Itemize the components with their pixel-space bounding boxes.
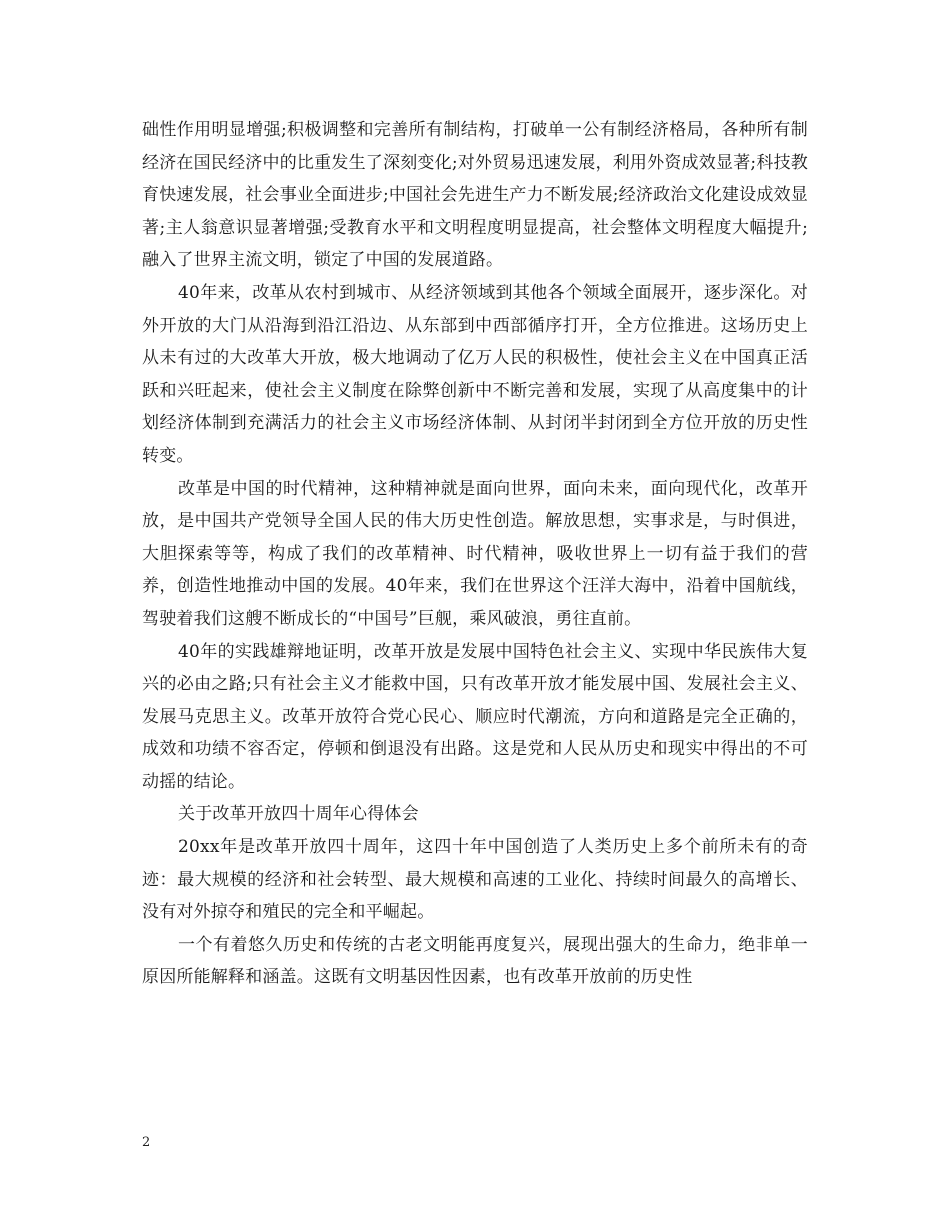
paragraph-civilization: 一个有着悠久历史和传统的古老文明能再度复兴，展现出强大的生命力，绝非单一原因所能解释和涵盖。这既有文明基因性因素，也有改革开放前的历史性 <box>142 934 808 988</box>
paragraph-era-spirit: 改革是中国的时代精神，这种精神就是面向世界，面向未来，面向现代化，改革开放，是中国共产党领导全国人民的伟大历史性创造。解放思想，实事求是，与时俱进，大胆探索等等，构成了我们的改革精神、时代精神，吸收世界上一切有益于我们的营养，创造性地推动中国的发展。40年来，我们在世界这个汪洋大海中，沿着中国航线，驾驶着我们这艘不断成长的“中国号”巨舰，乘风破浪，勇往直前。 <box>142 478 808 629</box>
paragraph-reform-40-years: 40年来，改革从农村到城市、从经济领域到其他各个领域全面展开，逐步深化。对外开放的大门从沿海到沿江沿边、从东部到中西部循序打开，全方位推进。这场历史上从未有过的大改革大开放，极大地调动了亿万人民的积极性，使社会主义在中国真正活跃和兴旺起来，使社会主义制度在除弊创新中不断完善和发展，实现了从高度集中的计划经济体制到充满活力的社会主义市场经济体制、从封闭半封闭到全方位开放的历史性转变。 <box>142 282 808 466</box>
section-heading: 关于改革开放四十周年心得体会 <box>178 804 419 825</box>
paragraph-continuation: 础性作用明显增强;积极调整和完善所有制结构，打破单一公有制经济格局，各种所有制经济在国民经济中的比重发生了深刻变化;对外贸易迅速发展，利用外资成效显著;科技教育快速发展，社会事业全面进步;中国社会先进生产力不断发展;经济政治文化建设成效显著;主人翁意识显著增强;受教育水平和文明程度明显提高，社会整体文明程度大幅提升;融入了世界主流文明，锁定了中国的发展道路。 <box>142 120 808 271</box>
page-number: 2 <box>142 1135 151 1150</box>
paragraph-practice-proves: 40年的实践雄辩地证明，改革开放是发展中国特色社会主义、实现中华民族伟大复兴的必由之路;只有社会主义才能救中国，只有改革开放才能发展中国、发展社会主义、发展马克思主义。改革开放符合党心民心、顺应时代潮流，方向和道路是完全正确的，成效和功绩不容否定，停顿和倒退没有出路。这是党和人民从历史和现实中得出的不可动摇的结论。 <box>142 641 808 792</box>
document-body <box>142 114 808 994</box>
paragraph-anniversary: 20xx年是改革开放四十周年，这四十年中国创造了人类历史上多个前所未有的奇迹：最大规模的经济和社会转型、最大规模和高速的工业化、持续时间最久的高增长、没有对外掠夺和殖民的完全和平崛起。 <box>142 837 808 923</box>
